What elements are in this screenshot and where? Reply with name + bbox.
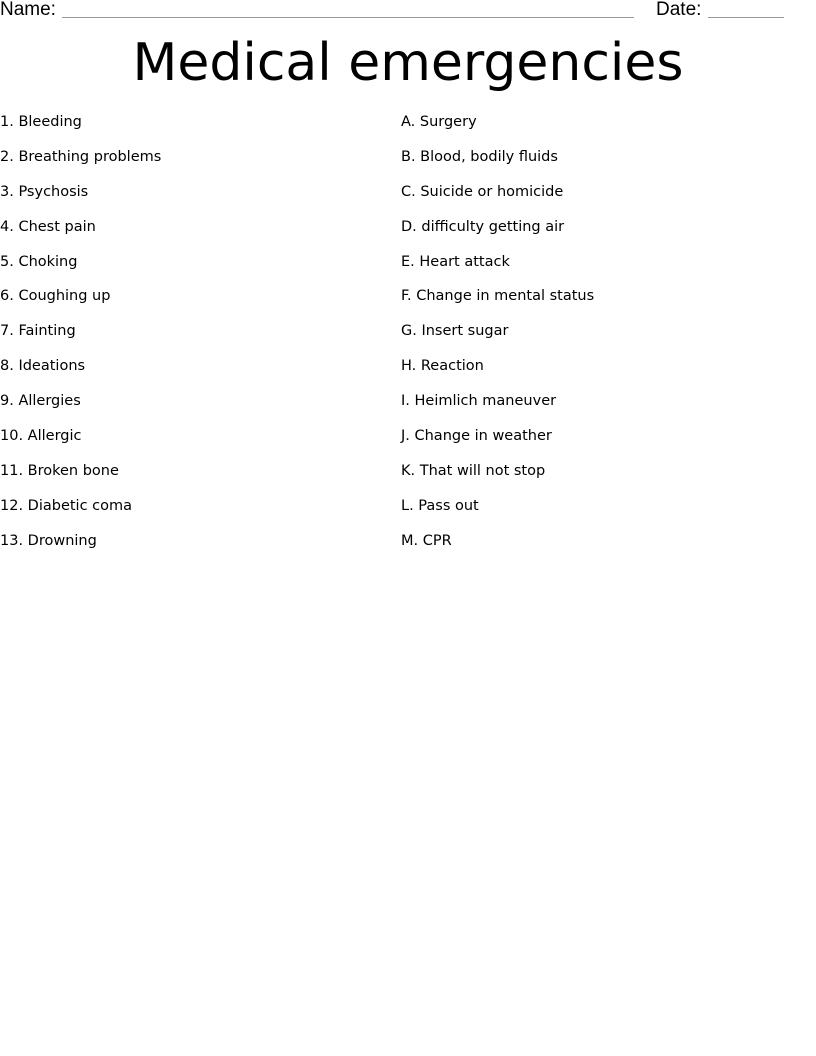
term-item: 10. Allergic	[0, 428, 82, 445]
definition-item: E. Heart attack	[401, 253, 510, 270]
term-item: 3. Psychosis	[0, 183, 89, 200]
worksheet-header	[0, 0, 816, 24]
terms-list	[0, 111, 390, 565]
definitions-list	[401, 111, 811, 565]
definition-item: J. Change in weather	[401, 428, 552, 445]
date-label: Date:	[656, 0, 702, 20]
definition-item: K. That will not stop	[401, 462, 546, 479]
definition-item: H. Reaction	[401, 358, 484, 375]
date-blank-line	[708, 17, 784, 18]
definition-item: L. Pass out	[401, 497, 479, 514]
term-item: 13. Drowning	[0, 532, 97, 549]
definition-item: A. Surgery	[401, 114, 477, 130]
term-item: 1. Bleeding	[0, 114, 82, 130]
page-title: Medical emergencies	[132, 33, 684, 93]
name-blank-line	[62, 17, 634, 18]
definition-item: G. Insert sugar	[401, 323, 509, 340]
definition-item: B. Blood, bodily fluids	[401, 148, 558, 165]
definition-item: M. CPR	[401, 532, 452, 549]
term-item: 4. Chest pain	[0, 218, 96, 235]
term-item: 7. Fainting	[0, 323, 76, 340]
term-item: 9. Allergies	[0, 393, 81, 410]
term-item: 5. Choking	[0, 253, 78, 270]
definition-item: I. Heimlich maneuver	[401, 393, 557, 410]
term-item: 6. Coughing up	[0, 288, 111, 305]
term-item: 12. Diabetic coma	[0, 497, 133, 514]
term-item: 2. Breathing problems	[0, 148, 162, 165]
definition-item: D. difficulty getting air	[401, 218, 565, 235]
definition-item: F. Change in mental status	[401, 288, 595, 305]
term-item: 11. Broken bone	[0, 462, 119, 479]
name-label: Name:	[0, 0, 56, 20]
definition-item: C. Suicide or homicide	[401, 183, 564, 200]
term-item: 8. Ideations	[0, 358, 86, 375]
